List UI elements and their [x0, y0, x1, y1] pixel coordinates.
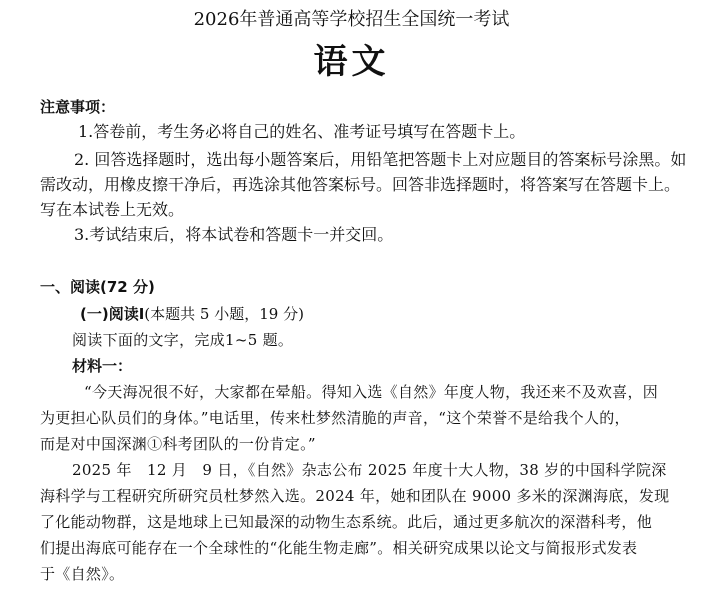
notice-item-1: 1.答卷前，考生务必将自己的姓名、准考证号填写在答题卡上。	[78, 122, 526, 141]
paragraph-line: 为更担心队员们的身体。”电话里，传来杜梦然清脆的声音，“这个荣誉不是给我个人的，	[40, 409, 630, 427]
paragraph-line: 2025 年 12 月 9 日，《自然》杂志公布 2025 年度十大人物，38 岁的中国科学院深	[72, 461, 667, 479]
subsection-heading	[80, 303, 304, 324]
paragraph-line: 们提出海底可能存在一个全球性的“化能生物走廊”。相关研究成果以论文与简报形式发表	[40, 539, 638, 557]
paragraph-line: 海科学与工程研究所研究员杜梦然入选。2024 年，她和团队在 9000 多米的深渊海底，发现	[40, 487, 670, 505]
material-label: 材料一：	[72, 357, 133, 375]
subsection-note: (本题共 5 小题，19 分)	[144, 305, 304, 323]
paragraph-line: 于《自然》。	[40, 565, 125, 583]
reading-instruction: 阅读下面的文字，完成1~5 题。	[72, 331, 294, 349]
paragraph-line: 了化能动物群，这是地球上已知最深的动物生态系统。此后，通过更多航次的深潜科考，他	[40, 513, 653, 531]
notice-heading: 注意事项：	[40, 98, 116, 116]
notice-item-2: 2. 回答选择题时，选出每小题答案后，用铅笔把答题卡上对应题目的答案标号涂黑。如	[74, 150, 687, 169]
notice-item-2-end: 写在本试卷上无效。	[40, 200, 185, 219]
subject-title: 语文	[313, 42, 390, 82]
section-heading: 一、阅读(72 分)	[40, 278, 155, 296]
paragraph-line: 而是对中国深渊①科考团队的一份肯定。”	[40, 435, 316, 453]
exam-title: 2026年普通高等学校招生全国统一考试	[193, 9, 510, 30]
paragraph-line: “今天海况很不好，大家都在晕船。得知入选《自然》年度人物，我还来不及欢喜，因	[84, 383, 659, 401]
notice-item-3: 3.考试结束后，将本试卷和答题卡一并交回。	[74, 225, 394, 244]
notice-item-2-cont: 需改动，用橡皮擦干净后，再选涂其他答案标号。回答非选择题时，将答案写在答题卡上。	[40, 175, 681, 194]
subsection-title: (一)阅读Ⅰ	[80, 305, 145, 323]
